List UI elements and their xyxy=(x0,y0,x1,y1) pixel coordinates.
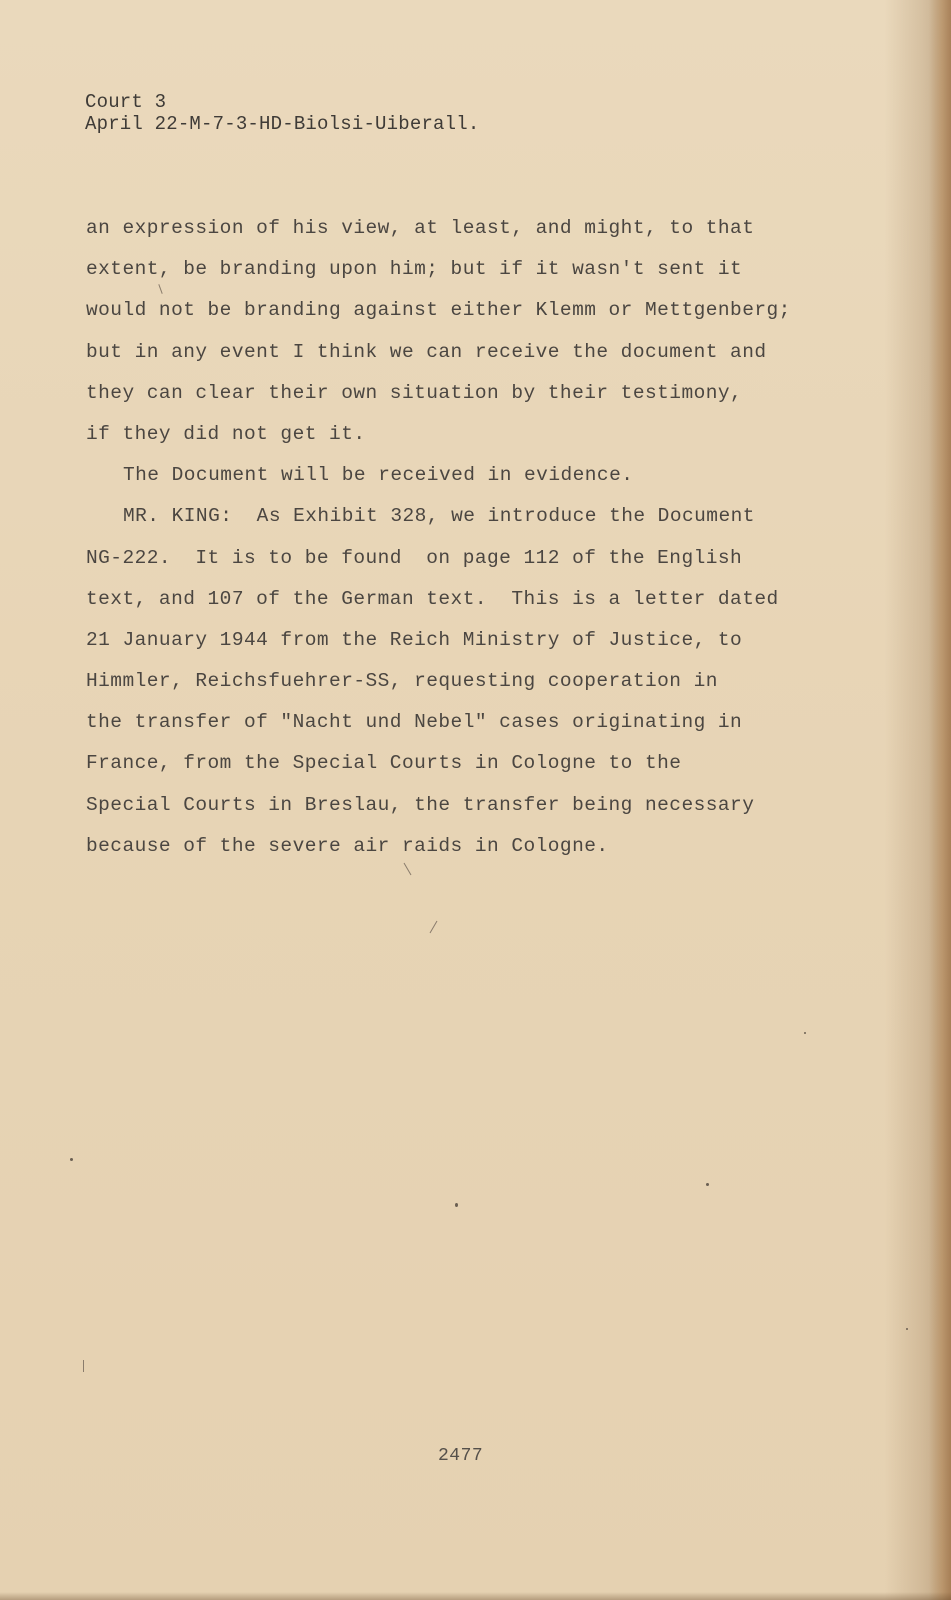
paper-speck xyxy=(455,1203,458,1207)
transcript-line: extent, be branding upon him; but if it wasn't sent it xyxy=(86,258,743,281)
paper-speck xyxy=(804,1032,806,1034)
header-reference: April 22-M-7-3-HD-Biolsi-Uiberall. xyxy=(85,113,480,135)
page-number: 2477 xyxy=(438,1446,484,1466)
transcript-line: The Document will be received in evidence. xyxy=(123,464,634,487)
transcript-line: 21 January 1944 from the Reich Ministry of Justice, to xyxy=(86,628,743,651)
transcript-line: they can clear their own situation by their testimony, xyxy=(86,381,743,404)
paper-speck xyxy=(906,1328,908,1330)
paper-speck xyxy=(70,1158,73,1161)
transcript-line: but in any event I think we can receive the document and xyxy=(86,340,767,363)
transcript-line: the transfer of "Nacht und Nebel" cases originating in xyxy=(86,711,743,734)
transcript-line: MR. KING: As Exhibit 328, we introduce the Document xyxy=(123,505,755,528)
transcript-line: NG-222. It is to be found on page 112 of the English xyxy=(86,546,743,569)
transcript-line: an expression of his view, at least, and might, to that xyxy=(86,217,755,239)
transcript-line: because of the severe air raids in Cologne. xyxy=(86,834,609,857)
document-header xyxy=(85,91,479,135)
header-court: Court 3 xyxy=(85,91,167,113)
paper-mark xyxy=(430,921,438,934)
paper-speck xyxy=(706,1183,709,1186)
transcript-line: would not be branding against either Klemm or Mettgenberg; xyxy=(86,299,791,322)
transcript-body xyxy=(86,208,906,867)
paper-bottom-shadow xyxy=(0,1592,951,1600)
transcript-line: if they did not get it. xyxy=(86,422,366,445)
transcript-line: France, from the Special Courts in Cologne to the xyxy=(86,752,682,775)
transcript-line: text, and 107 of the German text. This is a letter dated xyxy=(86,587,779,610)
transcript-line: Himmler, Reichsfuehrer-SS, requesting cooperation in xyxy=(86,670,718,693)
paper-edge-shadow xyxy=(929,0,951,1600)
paper-mark xyxy=(83,1360,84,1372)
transcript-line: Special Courts in Breslau, the transfer being necessary xyxy=(86,793,755,816)
